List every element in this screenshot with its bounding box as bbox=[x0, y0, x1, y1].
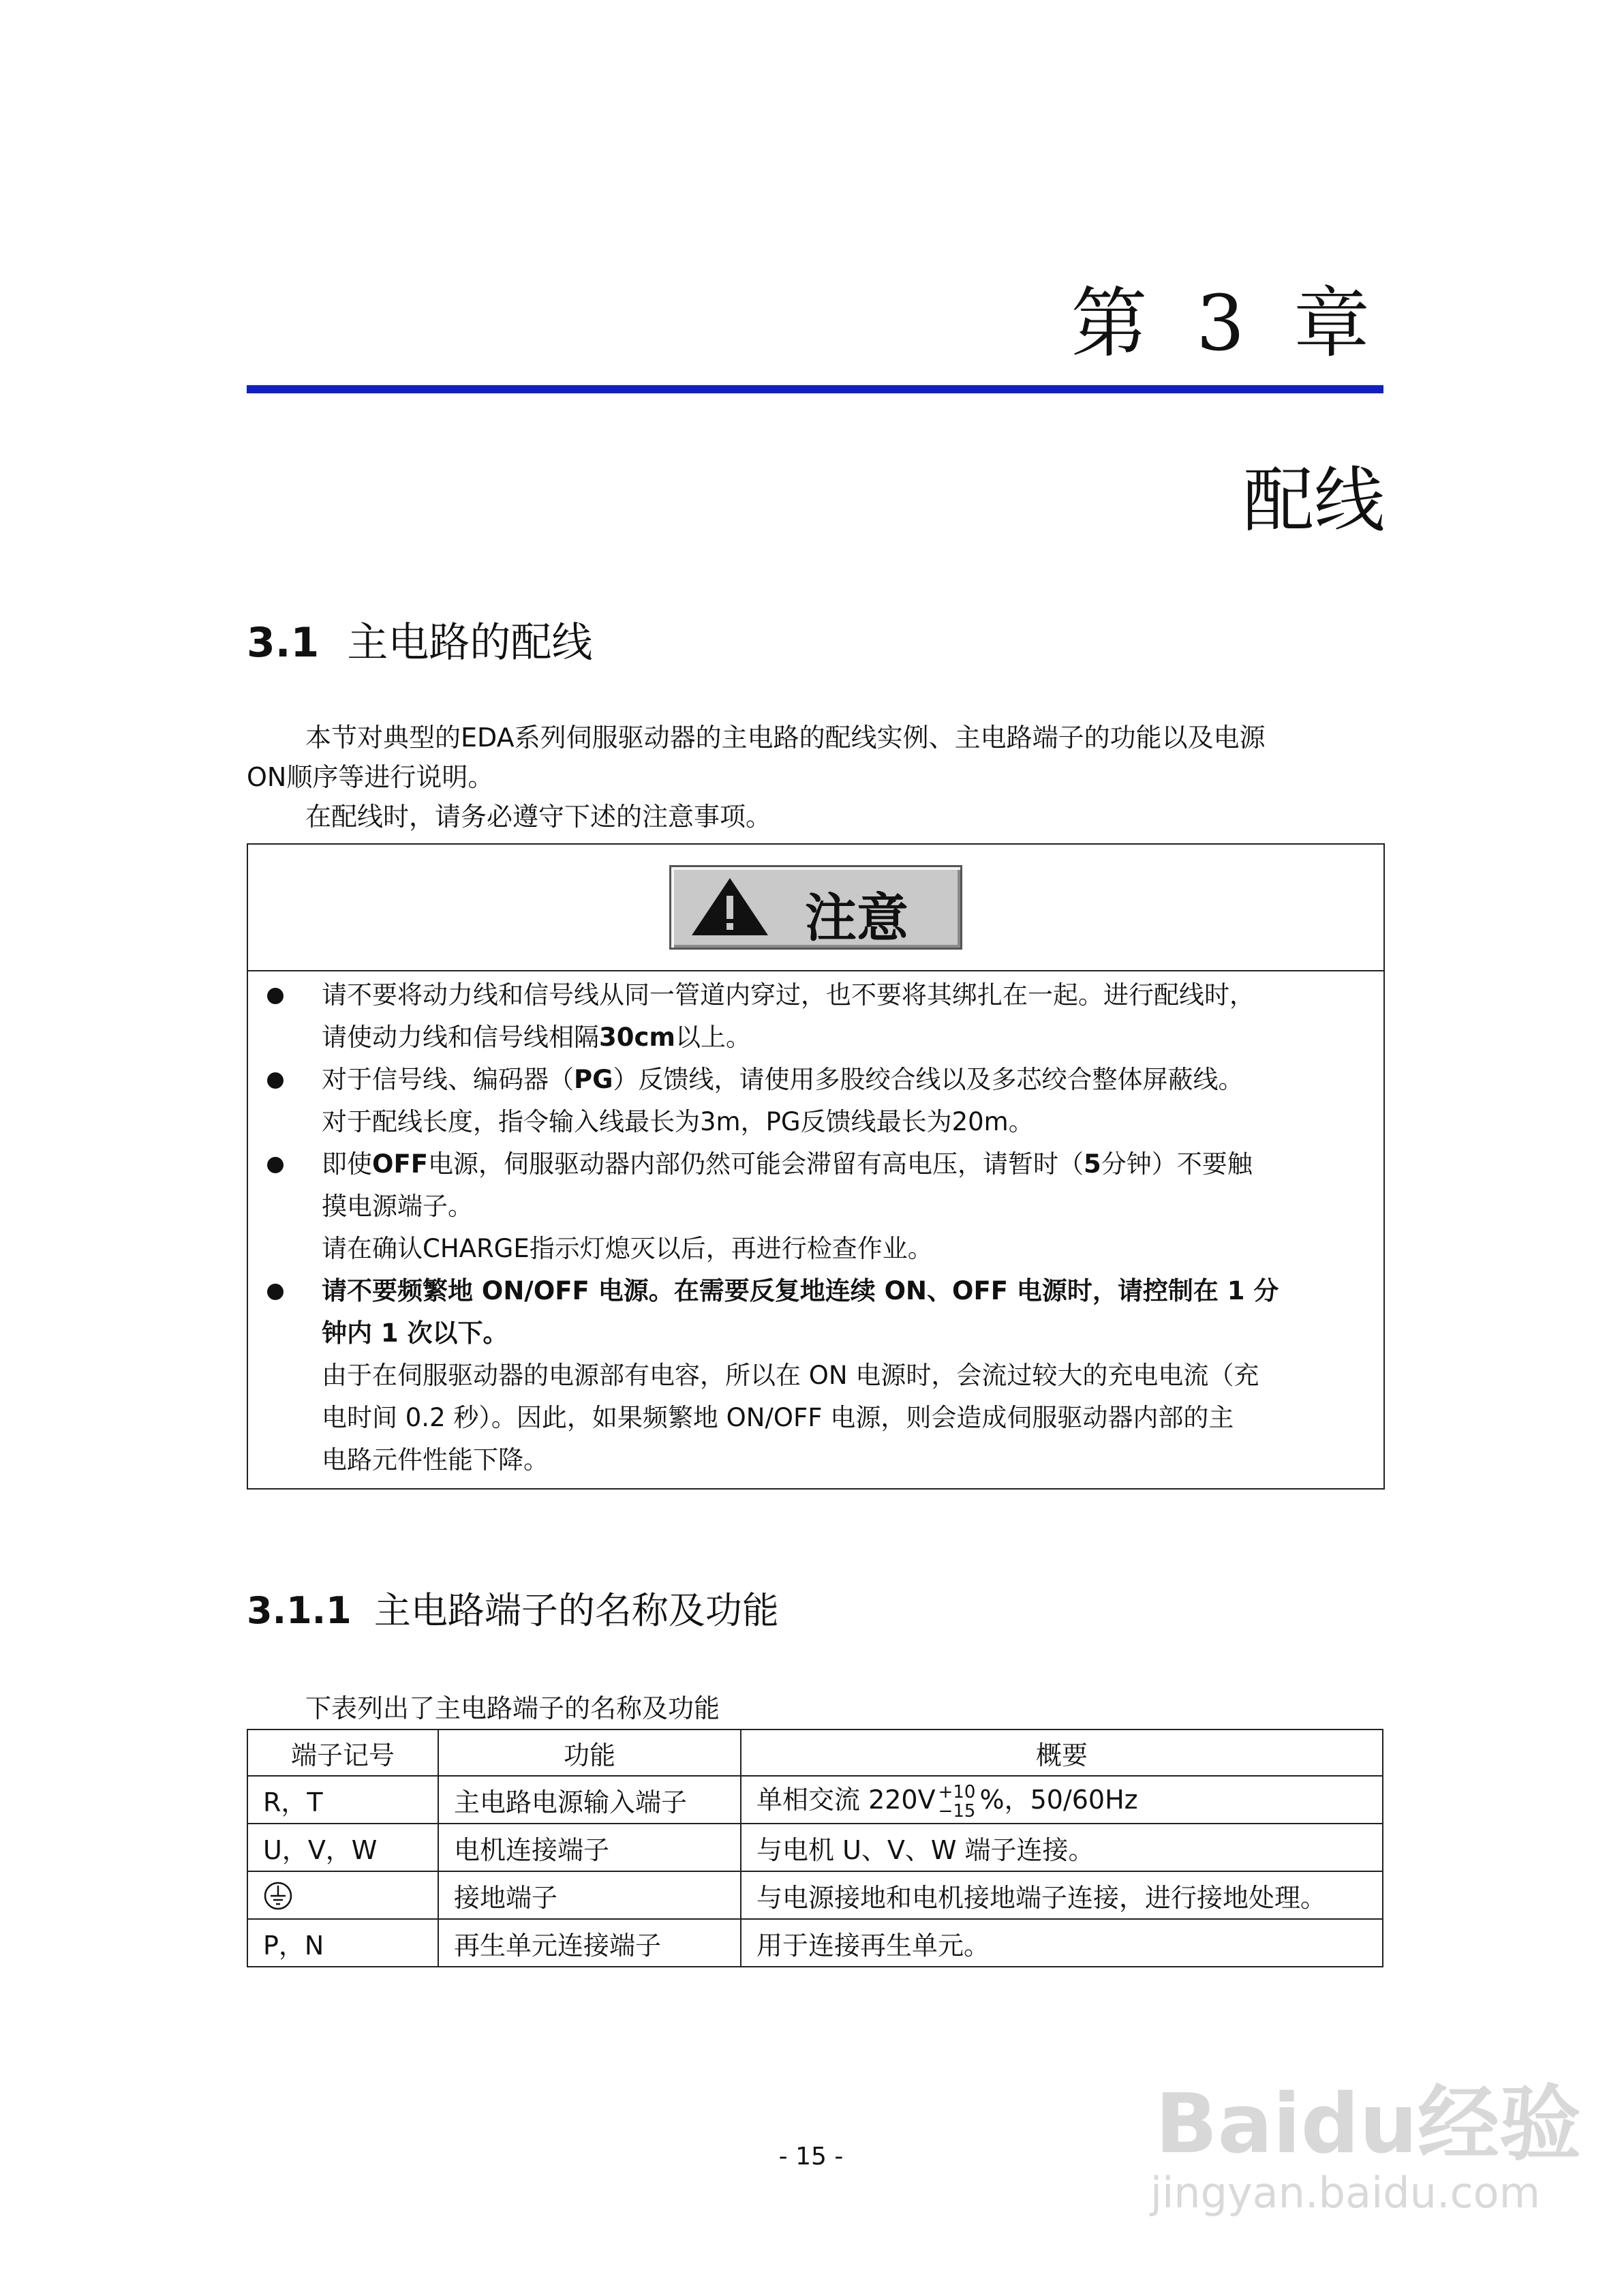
caution-emphasis: 30cm bbox=[599, 1023, 675, 1052]
caution-emphasis: 5 bbox=[1084, 1149, 1101, 1179]
caution-line: 即使OFF电源，伺服驱动器内部仍然可能会滞留有高电压，请暂时（5分钟）不要触 bbox=[322, 1149, 1253, 1179]
terminal-symbol: P，N bbox=[247, 1919, 438, 1967]
terminal-function: 再生单元连接端子 bbox=[438, 1919, 741, 1967]
table-row bbox=[247, 1776, 1383, 1824]
table-intro: 下表列出了主电路端子的名称及功能 bbox=[305, 1693, 720, 1723]
watermark-logo: Baidu经验 bbox=[1155, 2077, 1581, 2172]
table-header: 功能 bbox=[438, 1729, 741, 1776]
warning-icon bbox=[689, 875, 771, 938]
table-header-row bbox=[247, 1729, 1383, 1776]
terminal-summary: 用于连接再生单元。 bbox=[741, 1919, 1383, 1967]
table-row bbox=[247, 1919, 1383, 1967]
voltage-tolerance bbox=[938, 1783, 976, 1821]
ground-icon bbox=[263, 1881, 293, 1911]
section-number: 3.1 bbox=[247, 619, 320, 667]
caution-badge bbox=[669, 865, 962, 950]
caution-line: 电路元件性能下降。 bbox=[322, 1445, 549, 1475]
caution-header bbox=[248, 845, 1383, 971]
intro-line-3: 在配线时，请务必遵守下述的注意事项。 bbox=[305, 802, 772, 832]
terminal-function: 主电路电源输入端子 bbox=[438, 1776, 741, 1824]
table-header: 概要 bbox=[741, 1729, 1383, 1776]
caution-line: 摸电源端子。 bbox=[322, 1192, 473, 1221]
intro-line-2: ON顺序等进行说明。 bbox=[247, 762, 494, 792]
section-title: 主电路的配线 bbox=[347, 619, 593, 667]
watermark-url: jingyan.baidu.com bbox=[1150, 2168, 1540, 2218]
summary-text: 单相交流 220V bbox=[756, 1785, 936, 1815]
bullet-icon bbox=[267, 1072, 284, 1089]
caution-line: 请使动力线和信号线相隔30cm以上。 bbox=[322, 1023, 751, 1052]
caution-emphasis: OFF bbox=[372, 1149, 429, 1179]
chapter-title: 配线 bbox=[1242, 459, 1385, 542]
caution-line: 请不要频繁地 ON/OFF 电源。在需要反复地连续 ON、OFF 电源时，请控制在 1 分 bbox=[322, 1276, 1279, 1305]
tolerance-minus: −15 bbox=[938, 1800, 976, 1822]
caution-line: 请在确认CHARGE指示灯熄灭以后，再进行检查作业。 bbox=[322, 1234, 933, 1263]
terminal-summary: 与电源接地和电机接地端子连接，进行接地处理。 bbox=[741, 1871, 1383, 1919]
caution-line: 对于配线长度，指令输入线最长为3m，PG反馈线最长为20m。 bbox=[322, 1107, 1034, 1136]
caution-line: 电时间 0.2 秒）。因此，如果频繁地 ON/OFF 电源，则会造成伺服驱动器内部的主 bbox=[322, 1403, 1234, 1432]
subsection-title: 主电路端子的名称及功能 bbox=[373, 1589, 779, 1632]
terminal-function: 接地端子 bbox=[438, 1871, 741, 1919]
chapter-divider bbox=[247, 385, 1383, 393]
table-row bbox=[247, 1871, 1383, 1919]
terminal-summary bbox=[741, 1776, 1383, 1824]
caution-line: 钟内 1 次以下。 bbox=[322, 1318, 508, 1348]
bullet-icon bbox=[267, 988, 284, 1004]
caution-line: 对于信号线、编码器（PG）反馈线，请使用多股绞合线以及多芯绞合整体屏蔽线。 bbox=[322, 1065, 1244, 1094]
terminal-function: 电机连接端子 bbox=[438, 1824, 741, 1871]
page-number: - 15 - bbox=[778, 2143, 844, 2171]
intro-line-1: 本节对典型的EDA系列伺服驱动器的主电路的配线实例、主电路端子的功能以及电源 bbox=[305, 723, 1266, 753]
subsection-heading bbox=[247, 1582, 779, 1634]
caution-box bbox=[247, 843, 1385, 1490]
caution-emphasis: PG bbox=[574, 1065, 613, 1094]
section-heading bbox=[247, 610, 592, 669]
chapter-label: 第 3 章 bbox=[1071, 280, 1382, 368]
bullet-icon bbox=[267, 1157, 284, 1173]
terminal-symbol bbox=[247, 1871, 438, 1919]
summary-text: %，50/60Hz bbox=[979, 1785, 1138, 1815]
terminal-symbol: R，T bbox=[247, 1776, 438, 1824]
subsection-number: 3.1.1 bbox=[247, 1589, 352, 1632]
terminal-table bbox=[247, 1729, 1383, 1967]
caution-line: 由于在伺服驱动器的电源部有电容，所以在 ON 电源时，会流过较大的充电电流（充 bbox=[322, 1361, 1259, 1390]
table-header: 端子记号 bbox=[247, 1729, 438, 1776]
terminal-symbol: U，V，W bbox=[247, 1824, 438, 1871]
bullet-icon bbox=[267, 1284, 284, 1300]
terminal-summary: 与电机 U、V、W 端子连接。 bbox=[741, 1824, 1383, 1871]
caution-label: 注意 bbox=[805, 888, 908, 948]
tolerance-plus: +10 bbox=[938, 1781, 976, 1802]
table-row bbox=[247, 1824, 1383, 1871]
caution-line: 请不要将动力线和信号线从同一管道内穿过，也不要将其绑扎在一起。进行配线时， bbox=[322, 980, 1255, 1010]
